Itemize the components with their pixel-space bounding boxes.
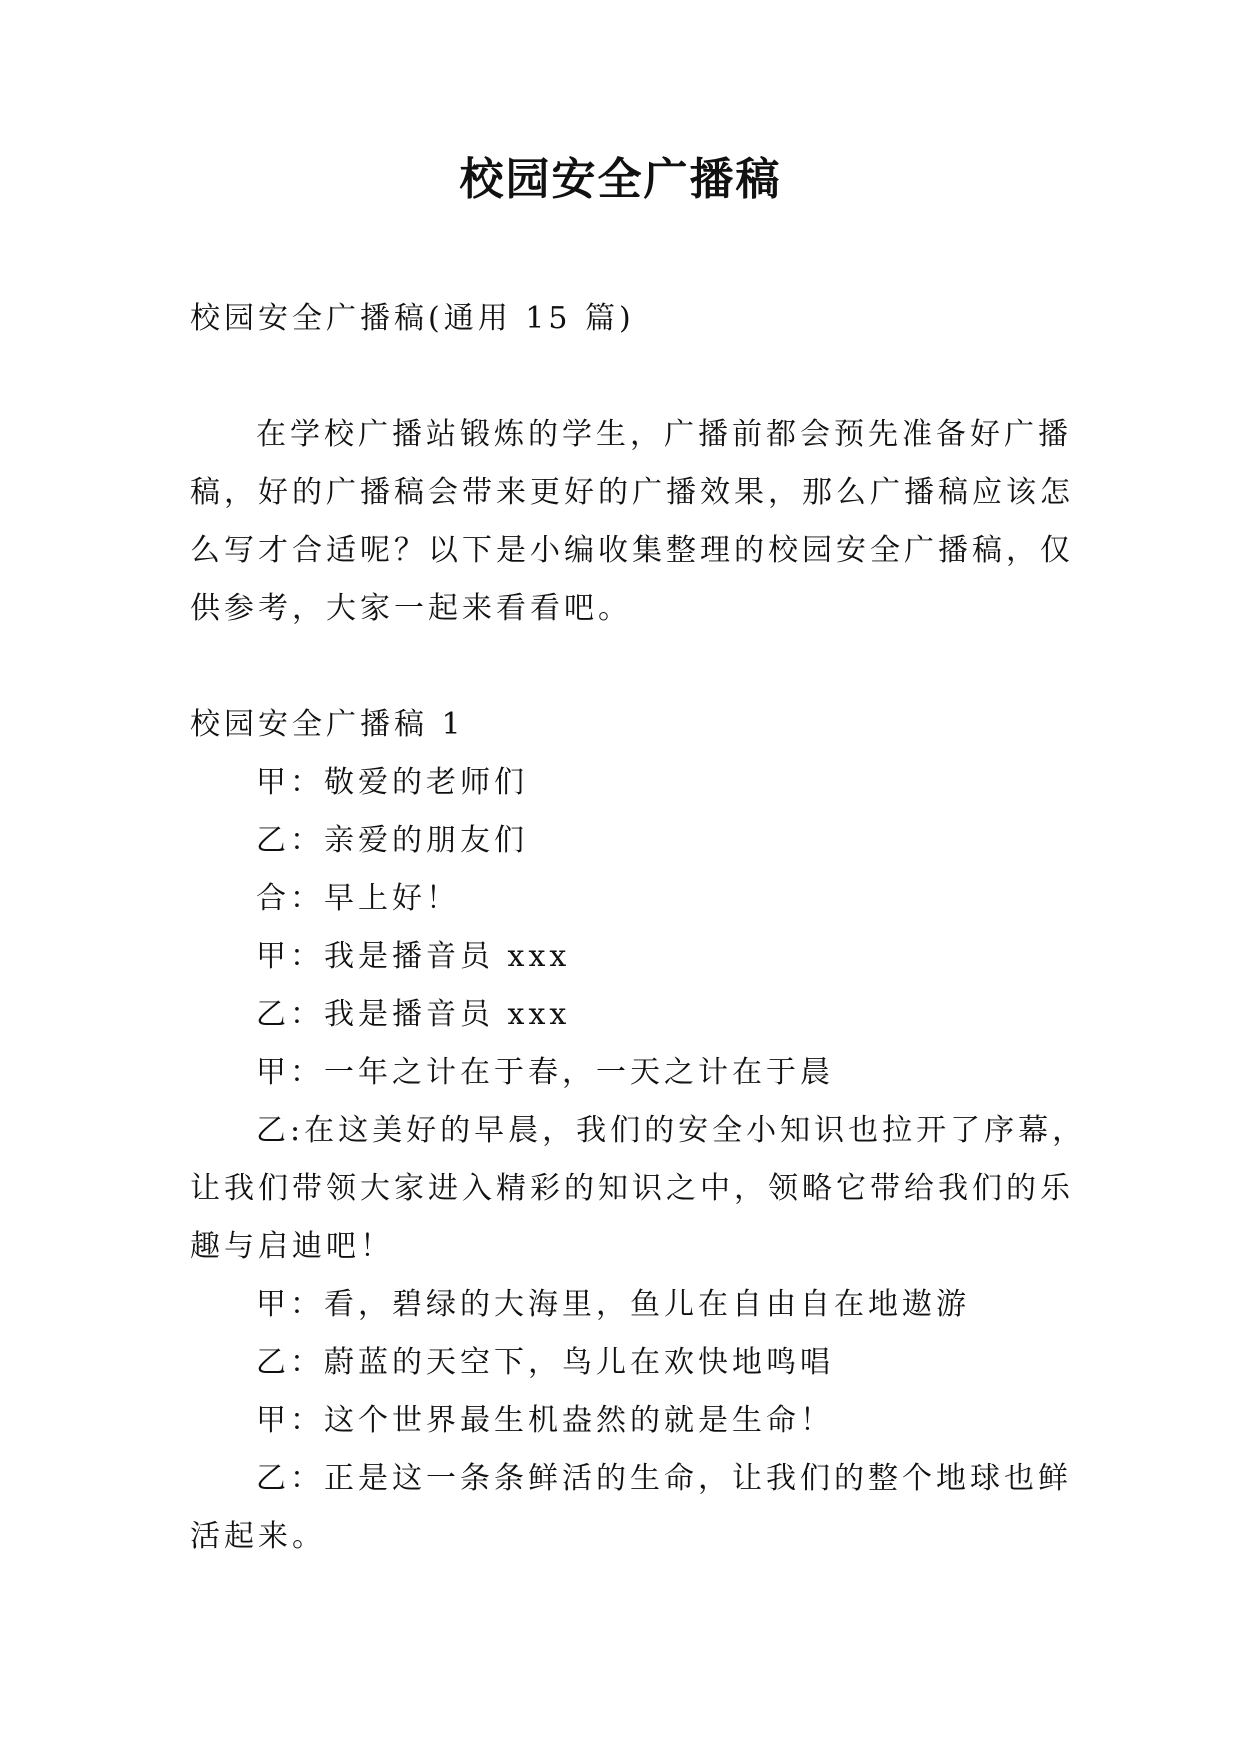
paragraph-line: 让我们带领大家进入精彩的知识之中，领略它带给我们的乐 — [190, 1171, 1074, 1206]
dialogue-line: 甲：一年之计在于春，一天之计在于晨 — [256, 1055, 834, 1090]
spacer — [190, 638, 1052, 696]
dialogue-line: 乙：蔚蓝的天空下，鸟儿在欢快地鸣唱 — [256, 1345, 834, 1380]
dialogue-paragraph — [190, 1102, 1087, 1276]
spacer — [190, 348, 1052, 406]
paragraph-line: 乙：正是这一条条鲜活的生命，让我们的整个地球也鲜 — [256, 1461, 1072, 1496]
dialogue-line: 甲：这个世界最生机盎然的就是生命！ — [256, 1403, 834, 1438]
intro-line: 稿，好的广播稿会带来更好的广播效果，那么广播稿应该怎 — [190, 475, 1074, 510]
intro-line: 么写才合适呢？以下是小编收集整理的校园安全广播稿，仅 — [190, 533, 1074, 568]
dialogue-line: 甲：敬爱的老师们 — [256, 765, 528, 800]
dialogue-line: 乙：亲爱的朋友们 — [256, 823, 528, 858]
paragraph-line: 趣与启迪吧！ — [190, 1229, 394, 1264]
dialogue-line: 合：早上好！ — [256, 881, 460, 916]
document-title: 校园安全广播稿 — [459, 154, 782, 205]
document-subtitle: 校园安全广播稿(通用 15 篇) — [190, 301, 635, 336]
document-body — [190, 290, 1087, 1566]
intro-line: 供参考，大家一起来看看吧。 — [190, 591, 632, 626]
paragraph-line: 乙:在这美好的早晨，我们的安全小知识也拉开了序幕， — [256, 1113, 1087, 1148]
section-title: 校园安全广播稿 1 — [190, 707, 465, 742]
dialogue-line: 甲：看，碧绿的大海里，鱼儿在自由自在地遨游 — [256, 1287, 970, 1322]
intro-line: 在学校广播站锻炼的学生，广播前都会预先准备好广播 — [256, 417, 1072, 452]
intro-paragraph — [190, 406, 1074, 638]
paragraph-line: 活起来。 — [190, 1519, 326, 1554]
dialogue-paragraph — [190, 1450, 1072, 1566]
dialogue-line: 乙：我是播音员 xxx — [256, 997, 571, 1032]
dialogue-line: 甲：我是播音员 xxx — [256, 939, 571, 974]
